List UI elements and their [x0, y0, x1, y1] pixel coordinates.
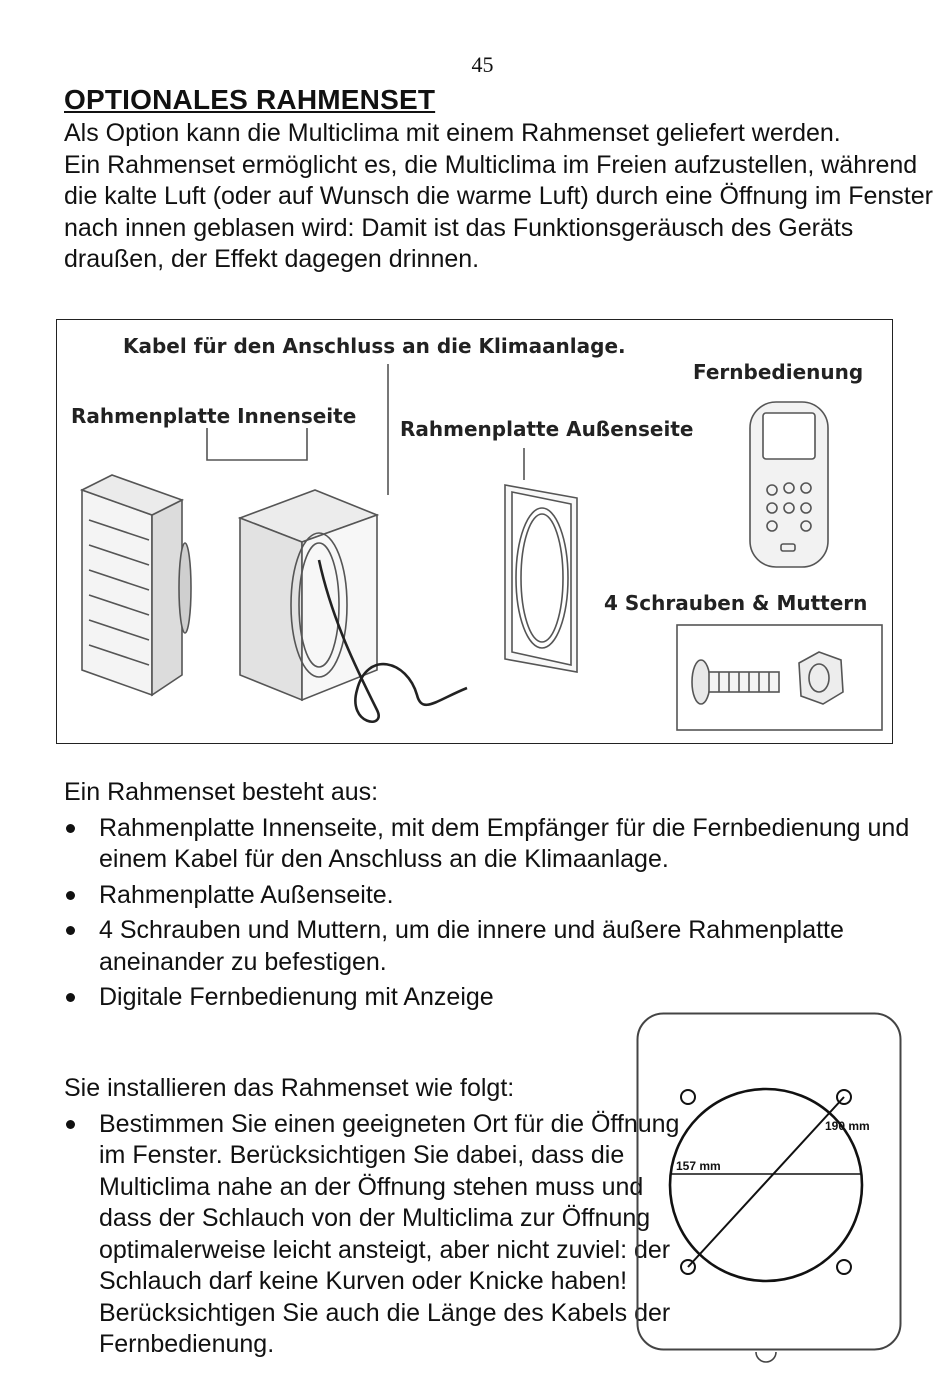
- bullet-icon: [66, 993, 75, 1002]
- screw-hole-icon: [681, 1090, 695, 1104]
- outer-plate-label: Rahmenplatte Außenseite: [400, 417, 694, 441]
- list-item: [64, 880, 934, 912]
- inner-plate-leader: [207, 428, 307, 460]
- intro-paragraph-1: Als Option kann die Multiclima mit einem Rahmenset geliefert werden.: [64, 119, 841, 147]
- installation-list: [64, 1109, 684, 1361]
- page-number: 45: [471, 52, 494, 77]
- intro-text: [64, 118, 934, 276]
- list-item: [64, 813, 934, 876]
- diagonal-dimension-label: 190 mm: [825, 1119, 870, 1133]
- inner-plate-grille-icon: [82, 475, 191, 695]
- cutout-circle: [670, 1089, 862, 1281]
- template-notch: [756, 1352, 776, 1362]
- components-list: [64, 813, 934, 1014]
- screw-hole-icon: [837, 1260, 851, 1274]
- list-item: [64, 1109, 684, 1361]
- list-item-text: Rahmenplatte Außenseite.: [99, 880, 394, 909]
- list-item: [64, 915, 934, 978]
- remote-label: Fernbedienung: [693, 360, 864, 384]
- list-item: [64, 982, 934, 1014]
- installation-section: [64, 1073, 684, 1365]
- bullet-icon: [66, 926, 75, 935]
- remote-control-icon: [750, 402, 828, 567]
- section-heading: OPTIONALES RAHMENSET: [64, 84, 436, 115]
- installation-intro: Sie installieren das Rahmenset wie folgt:: [64, 1074, 515, 1102]
- outer-plate-icon: [505, 485, 577, 672]
- bullet-icon: [66, 891, 75, 900]
- screw-icon: [692, 660, 779, 704]
- diagonal-dimension-line: [688, 1097, 844, 1267]
- bullet-icon: [66, 824, 75, 833]
- list-item-text: Digitale Fernbedienung mit Anzeige: [99, 983, 494, 1011]
- screws-label: 4 Schrauben & Muttern: [604, 591, 868, 615]
- list-item-text: Bestimmen Sie einen geeigneten Ort für die Öffnung im Fenster. Berücksichtigen Sie dabei, dass die Multiclima nahe an der Öffnung stehen muss und dass der Schlauch von der Multiclima zur Öffnung optimalerweise leicht ansteigt, aber nicht zuviel: der Schlauch darf keine Kurven oder Knicke haben! Berücksichtigen Sie auch die Länge des Kabels der Fernbedienung.: [99, 1109, 680, 1358]
- intro-paragraph-2: Ein Rahmenset ermöglicht es, die Multiclima im Freien aufzustellen, während die kalte Luft (oder auf Wunsch die warme Luft) durch eine Öffnung im Fenster nach innen geblasen wird: Damit ist das Funktionsgeräusch des Geräts draußen, der Effekt dagegen drinnen.: [64, 150, 933, 273]
- diameter-dimension-label: 157 mm: [676, 1159, 721, 1173]
- bullet-icon: [66, 1120, 75, 1129]
- frame-kit-figure: [56, 319, 893, 744]
- list-item-text: Rahmenplatte Innenseite, mit dem Empfänger für die Fernbedienung und einem Kabel für den Anschluss an die Klimaanlage.: [99, 813, 910, 873]
- list-item-text: 4 Schrauben und Muttern, um die innere und äußere Rahmenplatte aneinander zu befestigen.: [99, 916, 844, 976]
- frame-kit-illustration: [57, 320, 892, 743]
- components-intro: Ein Rahmenset besteht aus:: [64, 778, 379, 806]
- inner-plate-label: Rahmenplatte Innenseite: [71, 404, 357, 428]
- nut-icon: [799, 652, 843, 704]
- cable-label: Kabel für den Anschluss an die Klimaanlage.: [123, 334, 626, 358]
- components-section: [64, 777, 934, 1018]
- cutout-template-diagram: [636, 1012, 902, 1382]
